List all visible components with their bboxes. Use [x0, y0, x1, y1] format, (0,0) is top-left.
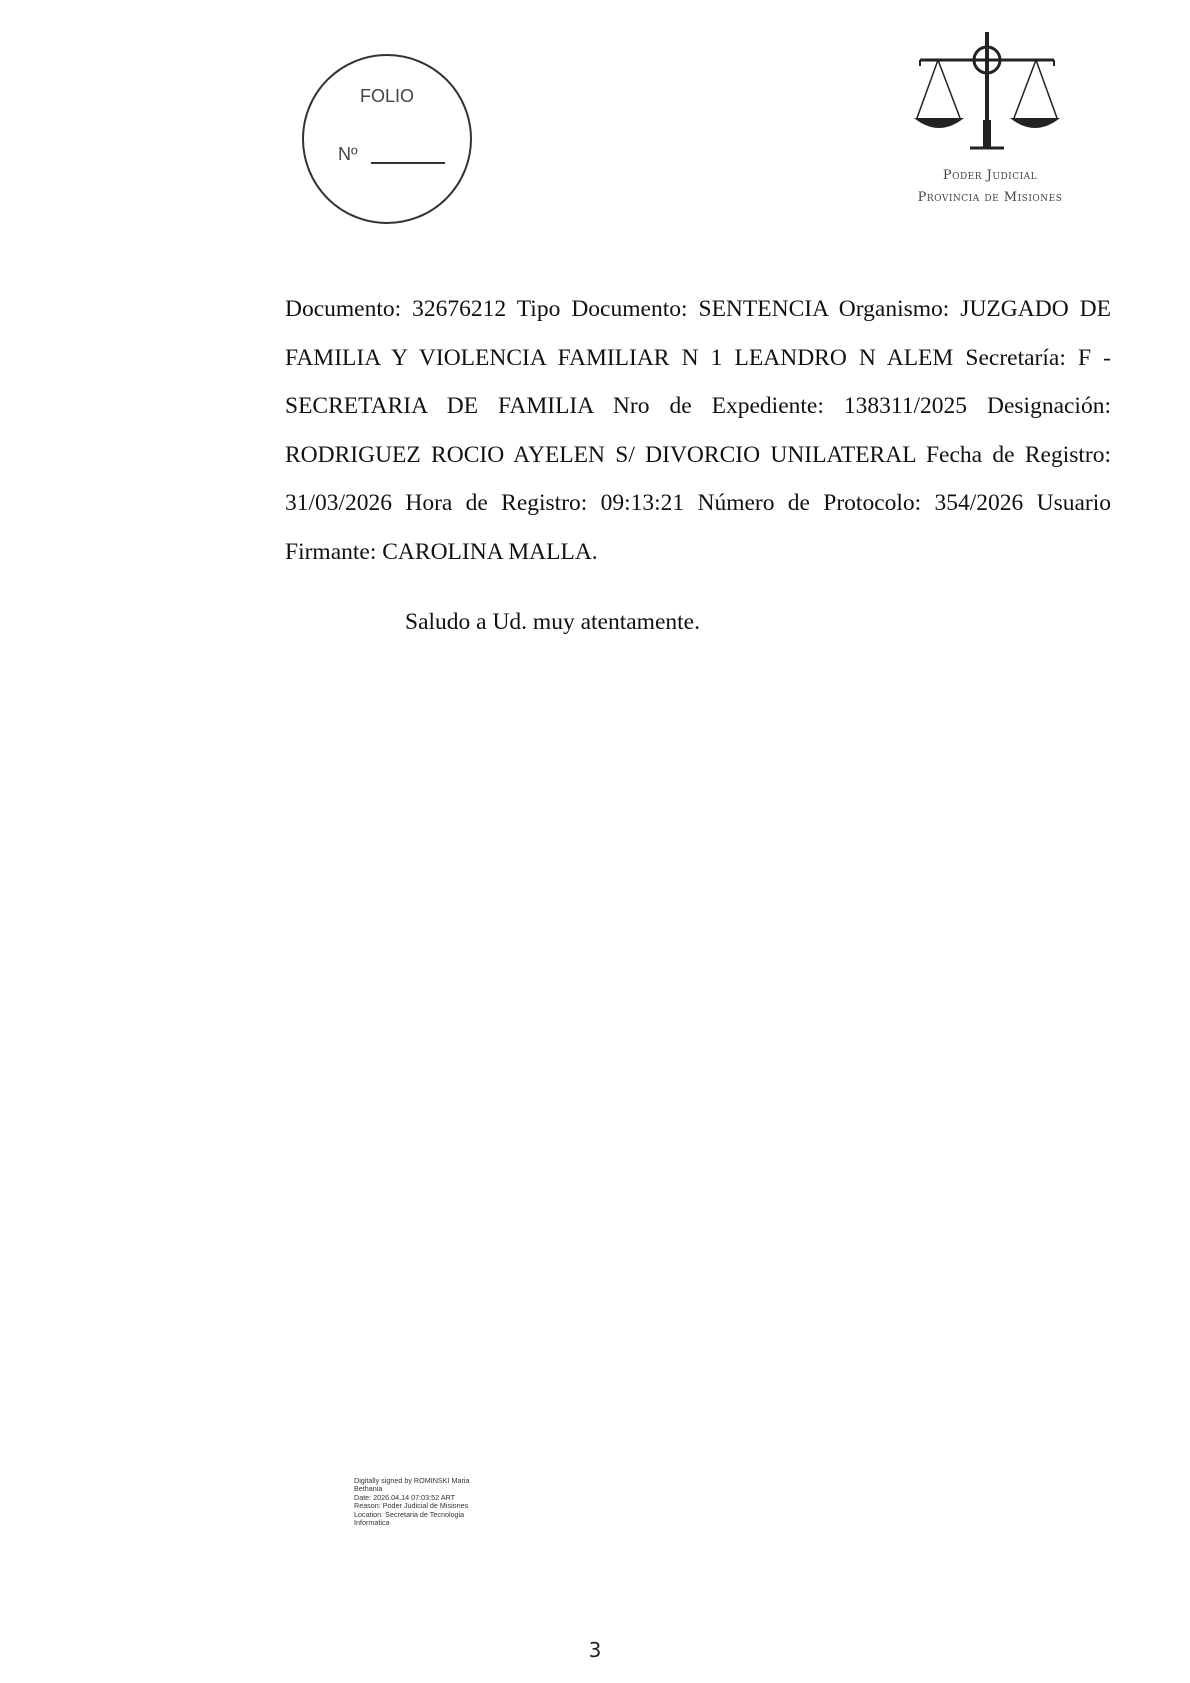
- signature-line: Date: 2026.04.14 07:03:52 ART: [354, 1492, 455, 1502]
- digital-signature-block: [354, 1477, 514, 1527]
- folio-number-label: Nº: [338, 144, 358, 164]
- page-number: 3: [588, 1638, 602, 1662]
- folio-label: FOLIO: [359, 86, 414, 106]
- signature-line: Reason: Poder Judicial de Misiones: [354, 1501, 469, 1511]
- signature-line: Bethania: [354, 1484, 383, 1494]
- folio-number-line: [371, 162, 445, 164]
- institution-name: Poder Judicial: [942, 168, 1038, 183]
- document-body-paragraph: Documento: 32676212 Tipo Documento: SENTENCIA Organismo: JUZGADO DE FAMILIA Y VIOLENCIA FAMILIAR N 1 LEANDRO N ALEM Secretaría: F - SECRETARIA DE FAMILIA Nro de Expediente: 138311/2025 Designación: RODRIGUEZ ROCIO AYELEN S/ DIVORCIO UNILATERAL Fecha de Registro: 31/03/2026 Hora de Registro: 09:13:21 Número de Protocolo: 354/2026 Usuario Firmante: CAROLINA MALLA.: [285, 296, 1111, 565]
- scales-of-justice-icon: [912, 30, 1062, 160]
- closing-line: Saludo a Ud. muy atentamente.: [405, 609, 700, 635]
- signature-line: Informatica: [354, 1518, 390, 1528]
- institution-province: Provincia de Misiones: [917, 190, 1063, 205]
- signature-line: Digitally signed by ROMINSKI Maria: [354, 1476, 470, 1485]
- folio-stamp: [302, 54, 472, 224]
- signature-line: Location: Secretaria de Tecnologia: [354, 1509, 465, 1519]
